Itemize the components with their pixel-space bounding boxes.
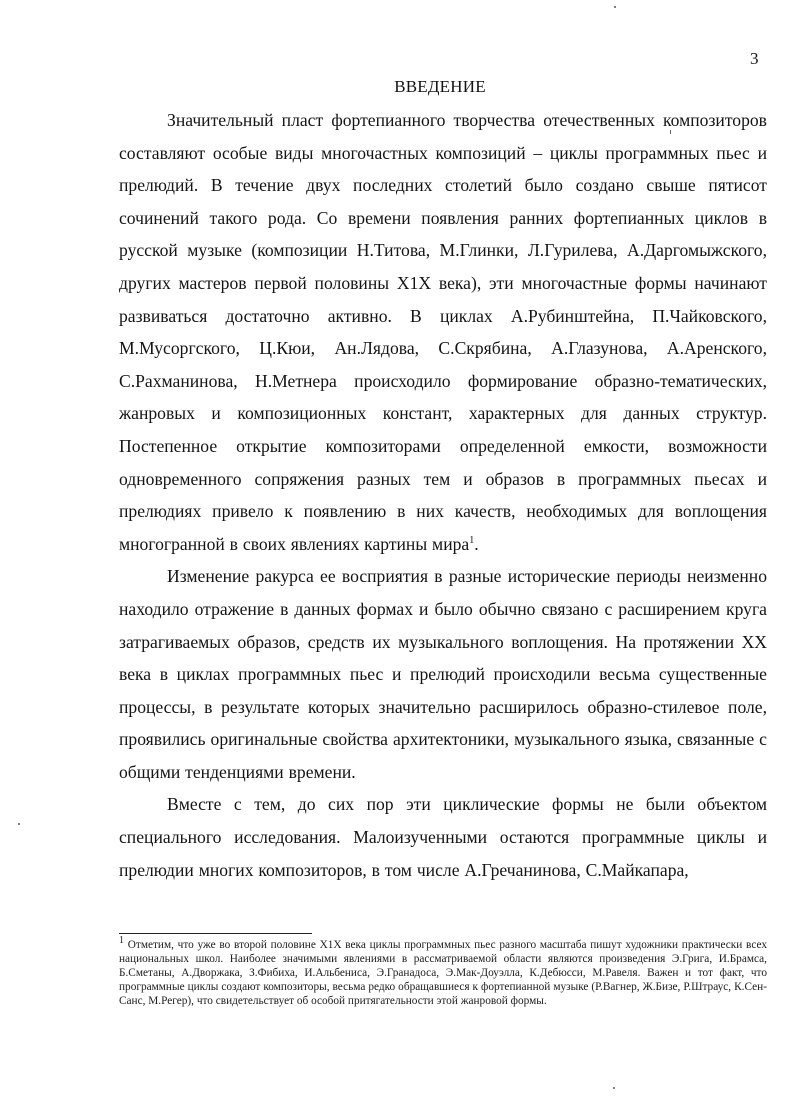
- paragraph-1: [119, 104, 767, 560]
- paragraph-2: Изменение ракурса ее восприятия в разные исторические периоды неизменно находило отражение в данных формах и было обычно связано с расширением круга затрагиваемых образов, средств их музыкального воплощения. На протяжении XX века в циклах программных пьес и прелюдий происходили весьма существенные процессы, в результате которых значительно расширилось образно-стилевое поле, проявились оригинальные свойства архитектоники, музыкального языка, связанные с общими тенденциями времени.: [119, 566, 767, 782]
- paragraph-3: Вместе с тем, до сих пор эти циклические формы не были объектом специального исследования. Малоизученными остаются программные циклы и прелюдии многих композиторов, в том числе А.Гречанинова, С.Майкапара,: [119, 794, 767, 880]
- paragraph-1-text: Значительный пласт фортепианного творчества отечественных композиторов составляют особые виды многочастных композиций – циклы программных пьес и прелюдий. В течение двух последних столетий было создано свыше пятисот сочинений такого рода. Со времени появления ранних фортепианных циклов в русской музыке (композиции Н.Титова, М.Глинки, Л.Гурилева, А.Даргомыжского, других мастеров первой половины Х1Х века), эти многочастные формы начинают развиваться достаточно активно. В циклах А.Рубинштейна, П.Чайковского, М.Мусоргского, Ц.Кюи, Ан.Лядова, С.Скрябина, А.Глазунова, А.Аренского, С.Рахманинова, Н.Метнера происходило формирование образно-тематических, жанровых и композиционных констант, характерных для данных структур. Постепенное открытие композиторами определенной емкости, возможности одновременного сопряжения разных тем и образов в программных пьесах и прелюдиях привело к появлению в них качеств, необходимых для воплощения многогранной в своих явлениях картины мира: [119, 110, 767, 554]
- paragraph-1-end: .: [474, 533, 479, 554]
- main-text: [119, 104, 767, 886]
- footnote-text: Отметим, что уже во второй половине Х1Х века циклы программных пьес разного масштаба пишут художники практически всех национальных школ. Наиболее значимыми явлениями в рассматриваемой области являются произведения Э.Грига, И.Брамса, Б.Сметаны, А.Дворжака, З.Фибиха, И.Альбениса, Э.Гранадоса, Э.Мак-Доуэлла, К.Дебюсси, М.Равеля. Важен и тот факт, что программные циклы создают композиторы, весьма редко обращавшиеся к фортепианной музыке (Р.Вагнер, Ж.Бизе, Р.Штраус, К.Сен-Санс, М.Регер), что свидетельствует об особой притягательности этой жанровой формы.: [119, 939, 767, 1007]
- page-number: 3: [750, 49, 759, 68]
- footnote-reference: 1: [469, 534, 475, 546]
- scan-speck: [670, 130, 671, 134]
- scan-speck: [18, 823, 20, 825]
- footnote: [119, 935, 767, 1008]
- page-title: ВВЕДЕНИЕ: [394, 77, 486, 96]
- scan-speck: [613, 1087, 615, 1089]
- scan-speck: [614, 6, 616, 8]
- footnote-marker: 1: [119, 935, 124, 947]
- footnote-separator: [119, 933, 312, 934]
